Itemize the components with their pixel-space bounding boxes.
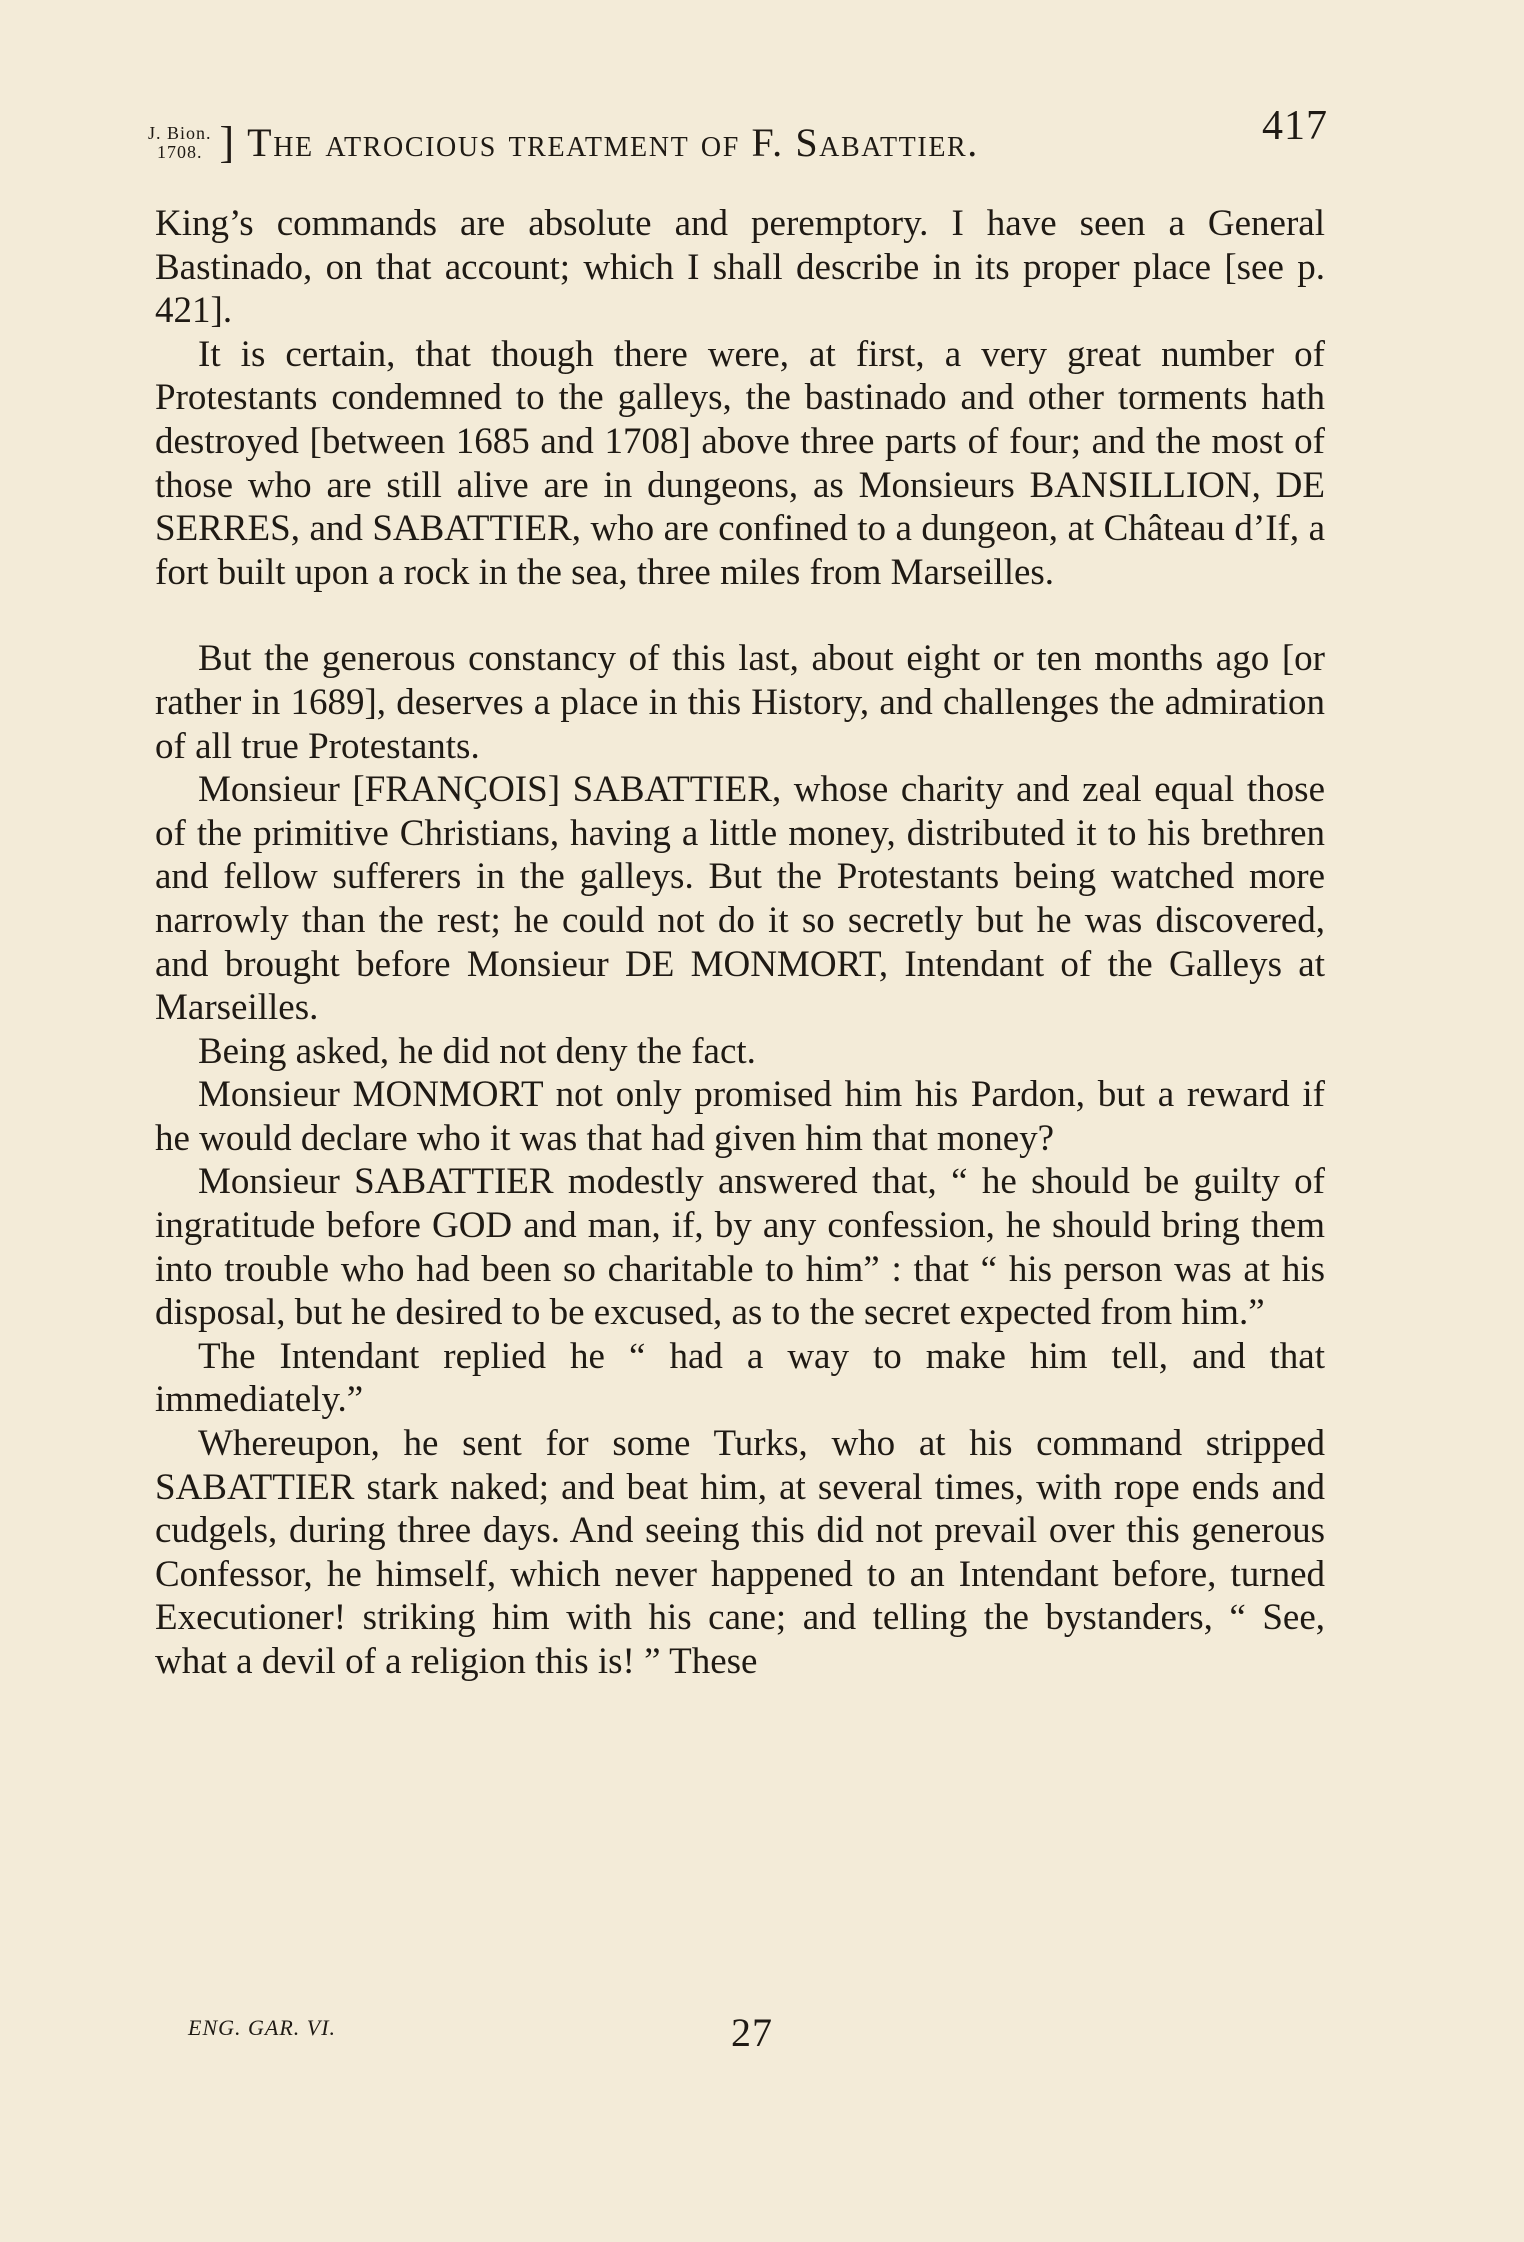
header-left [148,117,979,168]
page-number: 417 [1262,103,1328,149]
paragraph: It is certain, that though there were, at first, a very great number of Protestants condemned to the galleys, the bastinado and other torments hath destroyed [between 1685 and 1708] above three parts of four; and the most of those who are still alive are in dungeons, as Monsieurs BANSILLION, DE SERRES, and SABATTIER, who are confined to a dungeon, at Château d’If, a fort built upon a rock in the sea, three miles from Marseilles. [155,333,1325,593]
paragraph: King’s commands are absolute and peremptory. I have seen a General Bastinado, on that account; which I shall describe in its proper place [see p. 421]. [155,203,1325,332]
page-body [155,202,1325,1684]
page-title: The atrocious treatment of F. Sabattier. [247,120,979,165]
running-header [148,102,1328,167]
page-footer [188,2010,1188,2055]
paragraph: Whereupon, he sent for some Turks, who at his command stripped SABATTIER stark naked; and beat him, at several times, with rope ends and cudgels, during three days. And seeing this did not prevail over this generous Confessor, he himself, which never happened to an Intendant before, turned Executioner! striking him with his cane; and telling the bystanders, “ See, what a devil of a religion this is! ” These [155,1423,1325,1682]
paragraph: Monsieur [FRANÇOIS] SABATTIER, whose charity and zeal equal those of the primitive Christians, having a little money, distributed it to his brethren and fellow sufferers in the galleys. But the Protestants being watched more narrowly than the rest; he could not do it so secretly but he was discovered, and brought before Monsieur DE MONMORT, Intendant of the Galleys at Marseilles. [155,769,1325,1029]
author-date-reference [148,124,212,161]
author-reference: J. Bion. [148,123,212,143]
paragraph: The Intendant replied he “ had a way to make him tell, and that immediately.” [155,1335,1325,1421]
paragraph: Monsieur SABATTIER modestly answered that, “ he should be guilty of ingratitude before GOD and man, if, by any confession, he should bring them into trouble who had been so charitable to him” : that “ his person was at his disposal, but he desired to be excused, as to the secret expected from him.” [155,1161,1325,1334]
paragraph: Monsieur MONMORT not only promised him his Pardon, but a reward if he would declare who it was that had given him that money? [155,1074,1325,1159]
signature-mark: 27 [731,2010,773,2055]
date-reference: 1708. [157,142,203,162]
reference-bracket: ] [219,118,236,167]
paragraph: Being asked, he did not deny the fact. [198,1030,756,1072]
paragraph: But the generous constancy of this last, about eight or ten months ago [or rather in 1689], deserves a place in this History, and challenges the admiration of all true Protestants. [155,638,1325,767]
volume-abbreviation: ENG. GAR. VI. [188,2015,337,2040]
